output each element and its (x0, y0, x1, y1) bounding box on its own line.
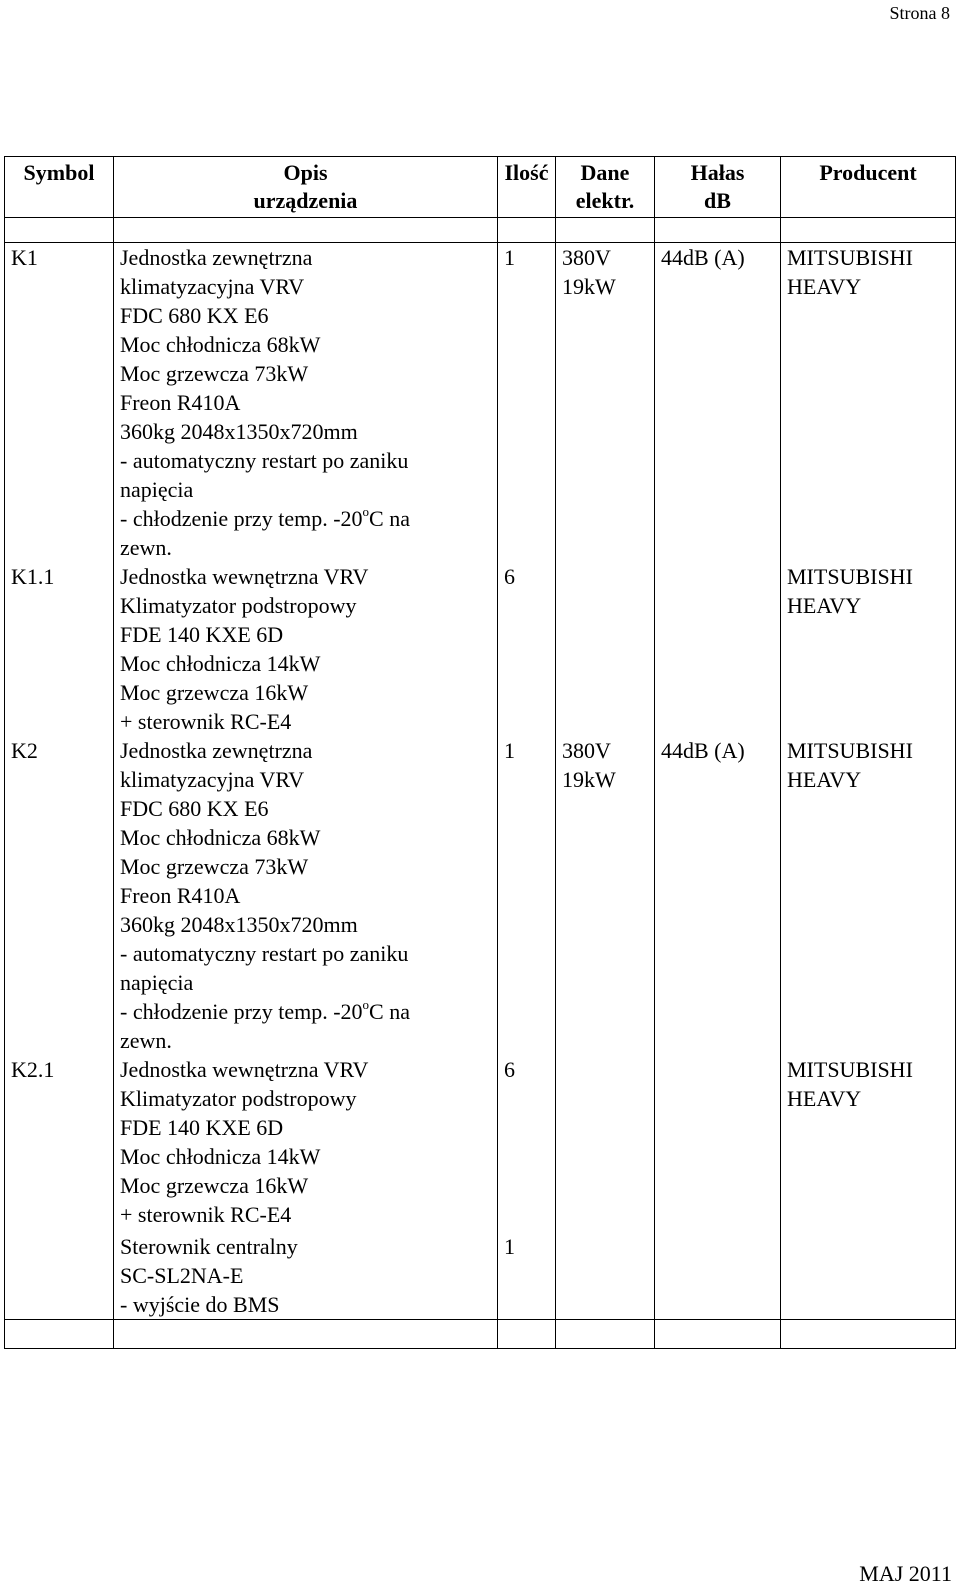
row-electrical (556, 1229, 655, 1320)
table-row (5, 1055, 956, 1229)
header-description: Opis urządzenia (114, 157, 498, 218)
row-noise (655, 562, 781, 736)
table-spacer-row (5, 1320, 956, 1349)
row-electrical: 380V 19kW (556, 243, 655, 563)
row-noise (655, 1229, 781, 1320)
table-row (5, 243, 956, 563)
footer-date: MAJ 2011 (859, 1561, 952, 1586)
row-electrical (556, 562, 655, 736)
header-symbol: Symbol (5, 157, 114, 218)
row-manufacturer: MITSUBISHI HEAVY (781, 1055, 956, 1229)
row-noise: 44dB (A) (655, 243, 781, 563)
header-quantity: Ilość (498, 157, 556, 218)
row-manufacturer: MITSUBISHI HEAVY (781, 736, 956, 1055)
row-description: Jednostka zewnętrzna klimatyzacyjna VRV FDC 680 KX E6 Moc chłodnicza 68kW Moc grzewcza 73kW Freon R410A 360kg 2048x1350x720mm - automatyczny restart po zaniku napięcia - chłodzenie przy temp. -20$^o$C na zewn. (114, 736, 498, 1055)
row-manufacturer: MITSUBISHI HEAVY (781, 243, 956, 563)
table-row (5, 1229, 956, 1320)
row-symbol: K2.1 (5, 1055, 114, 1229)
row-quantity: 1 (498, 736, 556, 1055)
equipment-table (4, 156, 956, 1349)
row-quantity: 1 (498, 1229, 556, 1320)
table-row (5, 736, 956, 1055)
row-noise (655, 1055, 781, 1229)
row-description: Sterownik centralny SC-SL2NA-E - wyjście do BMS (114, 1229, 498, 1320)
row-quantity: 6 (498, 562, 556, 736)
page-number: Strona 8 (889, 3, 950, 23)
row-symbol: K1.1 (5, 562, 114, 736)
header-electrical: Dane elektr. (556, 157, 655, 218)
row-symbol (5, 1229, 114, 1320)
header-noise: Hałas dB (655, 157, 781, 218)
row-quantity: 1 (498, 243, 556, 563)
row-quantity: 6 (498, 1055, 556, 1229)
row-electrical: 380V 19kW (556, 736, 655, 1055)
table-header-row (5, 157, 956, 218)
row-description: Jednostka wewnętrzna VRV Klimatyzator podstropowy FDE 140 KXE 6D Moc chłodnicza 14kW Moc grzewcza 16kW + sterownik RC-E4 (114, 562, 498, 736)
header-manufacturer: Producent (781, 157, 956, 218)
row-symbol: K1 (5, 243, 114, 563)
table-row (5, 562, 956, 736)
row-noise: 44dB (A) (655, 736, 781, 1055)
row-manufacturer: MITSUBISHI HEAVY (781, 562, 956, 736)
table-spacer-row (5, 218, 956, 243)
row-symbol: K2 (5, 736, 114, 1055)
row-description: Jednostka wewnętrzna VRV Klimatyzator podstropowy FDE 140 KXE 6D Moc chłodnicza 14kW Moc grzewcza 16kW + sterownik RC-E4 (114, 1055, 498, 1229)
row-electrical (556, 1055, 655, 1229)
row-manufacturer (781, 1229, 956, 1320)
row-description: Jednostka zewnętrzna klimatyzacyjna VRV FDC 680 KX E6 Moc chłodnicza 68kW Moc grzewcza 73kW Freon R410A 360kg 2048x1350x720mm - automatyczny restart po zaniku napięcia - chłodzenie przy temp. -20$^o$C na zewn. (114, 243, 498, 563)
